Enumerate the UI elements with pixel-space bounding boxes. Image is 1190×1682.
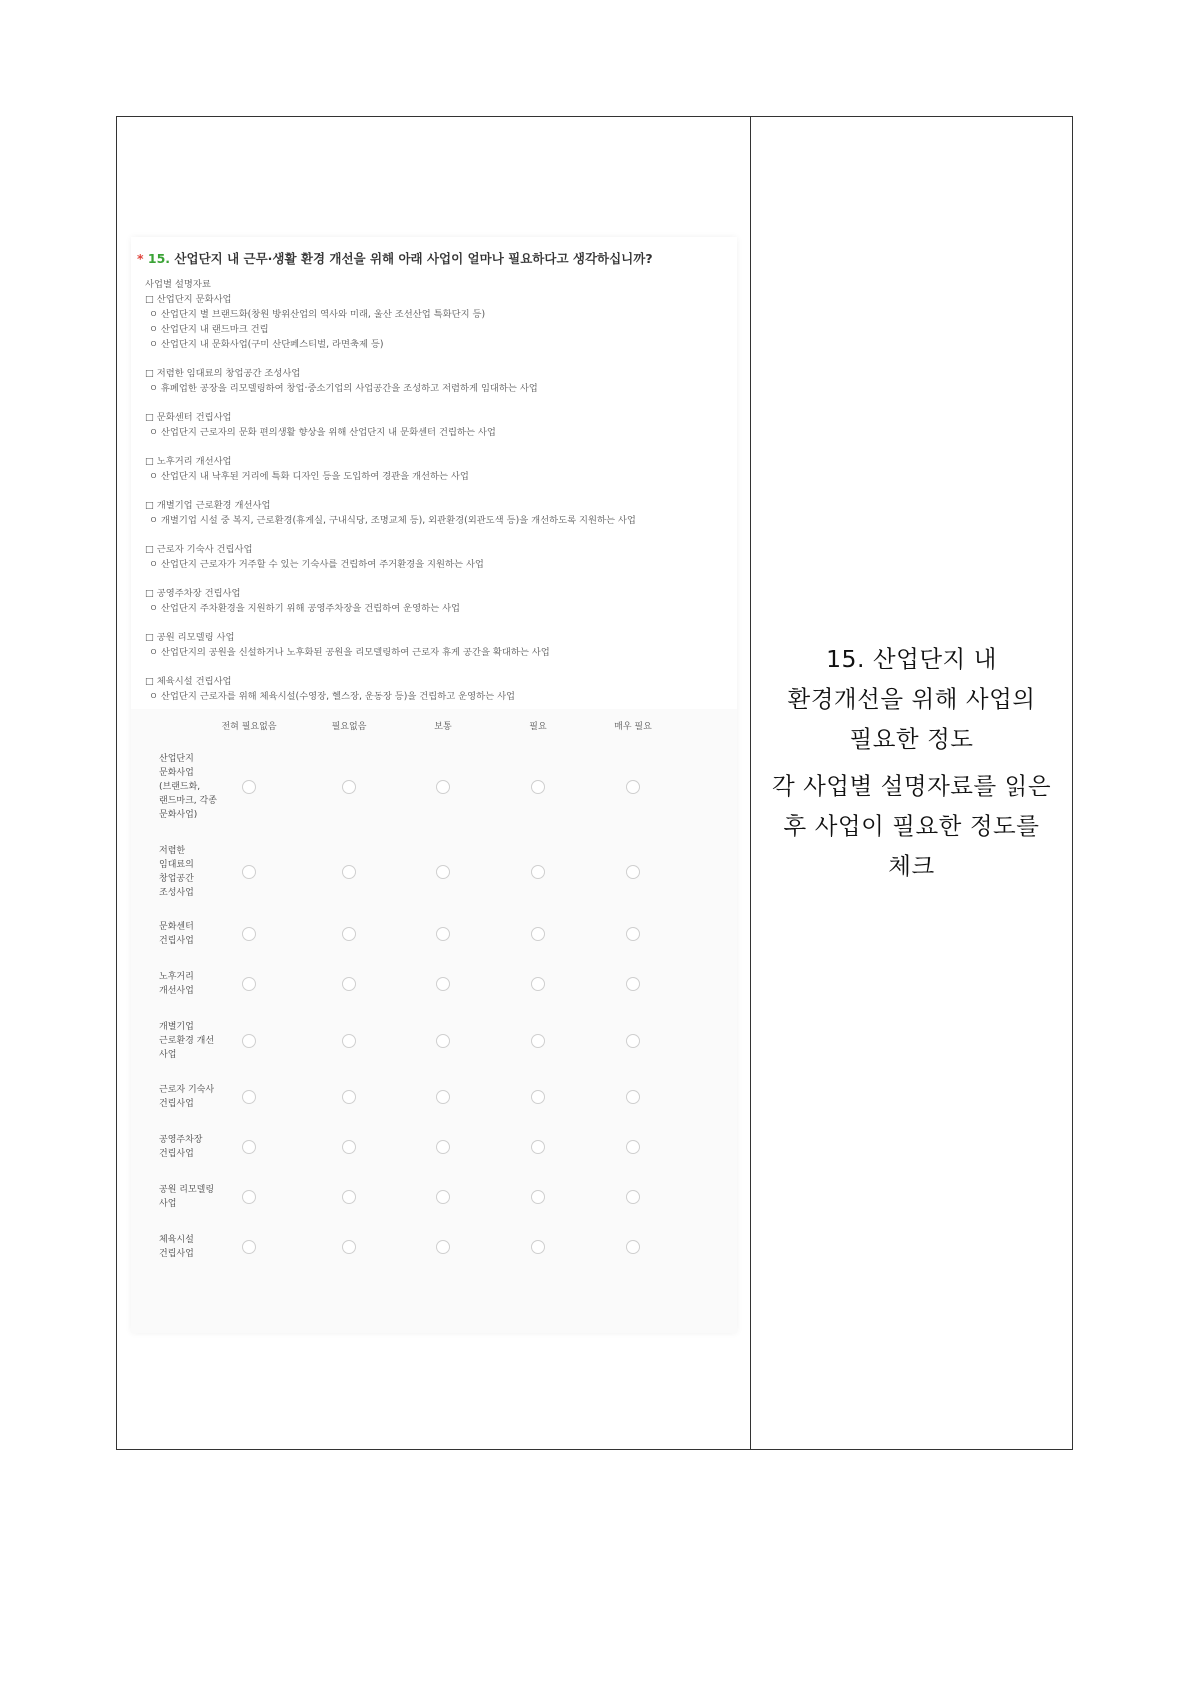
likert-radio-option[interactable] [242,1034,256,1048]
question-number: 15. [147,251,171,266]
scale-column-label: 전혀 필요없음 [221,722,277,732]
likert-radio-option[interactable] [342,927,356,941]
likert-radio-option[interactable] [626,780,640,794]
description-item-title: □ 문화센터 건립사업 [145,412,232,423]
scale-column-label: 보통 [434,722,452,732]
likert-radio-option[interactable] [531,1190,545,1204]
survey-question-card [131,237,737,1333]
description-group [145,498,730,528]
likert-radio-option[interactable] [342,865,356,879]
likert-row-label-line: (브랜드화, [159,782,201,792]
likert-radio-option[interactable] [531,1034,545,1048]
description-item-title: □ 산업단지 문화사업 [145,294,232,305]
scale-column-label: 매우 필요 [614,722,652,732]
instruction-body [751,766,1072,886]
likert-radio-option[interactable] [242,1240,256,1254]
description-item-title: □ 체육시설 건립사업 [145,676,232,687]
likert-row-label-line: 랜드마크, 각종 [159,796,217,806]
likert-row-label [159,920,223,948]
likert-radio-option[interactable] [626,1240,640,1254]
likert-row-label-line: 산업단지 [159,754,194,764]
description-item-detail: ㅇ 산업단지 주차환경을 지원하기 위해 공영주차장을 건립하여 운영하는 사업 [149,603,461,614]
likert-row-label-line: 건립사업 [159,1099,194,1109]
instruction-title-line: 15. 산업단지 내 [826,645,997,673]
likert-header [131,719,737,735]
likert-row-label [159,1183,223,1211]
scale-column-label: 필요 [529,722,547,732]
description-group [145,586,730,616]
question-title [137,249,653,267]
likert-radio-option[interactable] [626,1034,640,1048]
likert-row-label-line: 사업 [159,1050,177,1060]
likert-radio-option[interactable] [342,1140,356,1154]
likert-radio-option[interactable] [436,1090,450,1104]
likert-radio-option[interactable] [531,865,545,879]
likert-radio-option[interactable] [242,1090,256,1104]
likert-radio-option[interactable] [342,1034,356,1048]
instruction-body-line: 체크 [888,852,935,880]
likert-radio-option[interactable] [436,780,450,794]
description-heading: 사업별 설명자료 [145,279,211,290]
likert-radio-option[interactable] [436,977,450,991]
likert-radio-option[interactable] [531,1240,545,1254]
screenshot-cell [117,117,751,1449]
likert-row-label-line: 노후거리 [159,972,194,982]
instruction-title-line: 필요한 정도 [849,725,974,753]
description-group [145,674,730,704]
likert-radio-option[interactable] [436,865,450,879]
likert-radio-option[interactable] [626,1140,640,1154]
likert-radio-option[interactable] [242,1190,256,1204]
likert-radio-option[interactable] [436,1190,450,1204]
likert-radio-option[interactable] [436,927,450,941]
description-group [145,630,730,660]
likert-row-label [159,1020,223,1062]
likert-row-label-line: 문화사업 [159,768,194,778]
description-group [145,410,730,440]
likert-row-label-line: 저렴한 [159,846,186,856]
likert-radio-option[interactable] [242,780,256,794]
scale-column-label: 필요없음 [331,722,367,732]
likert-row-label-line: 근로환경 개선 [159,1036,215,1046]
description-item-title: □ 근로자 기숙사 건립사업 [145,544,253,555]
likert-radio-option[interactable] [436,1140,450,1154]
likert-radio-option[interactable] [242,865,256,879]
instruction-title [751,639,1072,759]
likert-row-label-line: 공원 리모델링 [159,1185,215,1195]
description-item-title: □ 공원 리모델링 사업 [145,632,235,643]
likert-row-label [159,752,223,822]
likert-radio-option[interactable] [436,1240,450,1254]
description-item-detail: ㅇ 산업단지 내 낙후된 거리에 특화 디자인 등을 도입하여 경관을 개선하는 사업 [149,471,469,482]
description-group [145,542,730,572]
description-item-title: □ 공영주차장 건립사업 [145,588,241,599]
likert-radio-option[interactable] [626,1090,640,1104]
likert-radio-option[interactable] [531,977,545,991]
description-item-detail: ㅇ 산업단지 근로자를 위해 체육시설(수영장, 헬스장, 운동장 등)을 건립하고 운영하는 사업 [149,691,516,702]
likert-radio-option[interactable] [531,927,545,941]
likert-radio-option[interactable] [626,927,640,941]
likert-radio-option[interactable] [342,780,356,794]
likert-row-label-line: 근로자 기숙사 [159,1085,215,1095]
description-item-detail: ㅇ 산업단지 근로자가 거주할 수 있는 기숙사를 건립하여 주거환경을 지원하는 사업 [149,559,484,570]
description-item-title: □ 노후거리 개선사업 [145,456,232,467]
instruction-title-line: 환경개선을 위해 사업의 [787,685,1036,713]
description-item-detail: ㅇ 휴폐업한 공장을 리모델링하여 창업·중소기업의 사업공간을 조성하고 저렴하게 임대하는 사업 [149,383,538,394]
document-table [116,116,1073,1450]
likert-radio-option[interactable] [531,1140,545,1154]
likert-radio-option[interactable] [242,977,256,991]
likert-radio-option[interactable] [342,1190,356,1204]
description-item-detail: ㅇ 산업단지 내 랜드마크 건립 [149,324,269,335]
likert-radio-option[interactable] [342,1090,356,1104]
question-text: 산업단지 내 근무·생활 환경 개선을 위해 아래 사업이 얼마나 필요하다고 생각하십니까? [174,251,653,266]
likert-row-label-line: 건립사업 [159,1249,194,1259]
instruction-body-line: 후 사업이 필요한 정도를 [783,812,1040,840]
business-description [145,277,730,718]
likert-row-label-line: 체육시설 [159,1235,194,1245]
likert-row-label-line: 개선사업 [159,986,194,996]
likert-row-label-line: 건립사업 [159,1149,194,1159]
likert-row-label-line: 문화사업) [159,810,198,820]
description-item-title: □ 개별기업 근로환경 개선사업 [145,500,271,511]
likert-row-label [159,970,223,998]
instruction-body-line: 각 사업별 설명자료를 읽은 [771,772,1052,800]
likert-radio-option[interactable] [242,927,256,941]
likert-radio-option[interactable] [626,865,640,879]
description-item-detail: ㅇ 개별기업 시설 중 복지, 근로환경(휴게실, 구내식당, 조명교체 등), 외관환경(외관도색 등)을 개선하도록 지원하는 사업 [149,515,636,526]
likert-row-label-line: 개별기업 [159,1022,194,1032]
likert-row-label [159,1083,223,1111]
likert-row-label [159,1233,223,1261]
likert-row-label-line: 조성사업 [159,888,194,898]
likert-grid [131,709,737,1333]
likert-row-label [159,1133,223,1161]
description-group [145,366,730,396]
likert-row-label-line: 공영주차장 [159,1135,203,1145]
description-item-detail: ㅇ 산업단지 내 문화사업(구미 산단페스티벌, 라면축제 등) [149,339,384,350]
description-item-detail: ㅇ 산업단지 근로자의 문화 편의생활 향상을 위해 산업단지 내 문화센터 건립하는 사업 [149,427,496,438]
likert-row-label-line: 문화센터 [159,922,194,932]
likert-radio-option[interactable] [531,780,545,794]
description-item-detail: ㅇ 산업단지의 공원을 신설하거나 노후화된 공원을 리모델링하여 근로자 휴게 공간을 확대하는 사업 [149,647,550,658]
likert-radio-option[interactable] [242,1140,256,1154]
required-mark: * [137,251,144,266]
description-group [145,454,730,484]
description-group [145,292,730,352]
likert-radio-option[interactable] [531,1090,545,1104]
likert-radio-option[interactable] [626,1190,640,1204]
likert-row-label [159,844,223,900]
likert-row-label-line: 창업공간 [159,874,194,884]
likert-radio-option[interactable] [626,977,640,991]
likert-radio-option[interactable] [342,1240,356,1254]
likert-row-label-line: 사업 [159,1199,177,1209]
instruction-cell [751,117,1072,1449]
likert-row-label-line: 건립사업 [159,936,194,946]
description-item-detail: ㅇ 산업단지 별 브랜드화(창원 방위산업의 역사와 미래, 울산 조선산업 특화단지 등) [149,309,486,320]
description-item-title: □ 저렴한 임대료의 창업공간 조성사업 [145,368,301,379]
likert-radio-option[interactable] [436,1034,450,1048]
likert-radio-option[interactable] [342,977,356,991]
likert-row-label-line: 임대료의 [159,860,194,870]
